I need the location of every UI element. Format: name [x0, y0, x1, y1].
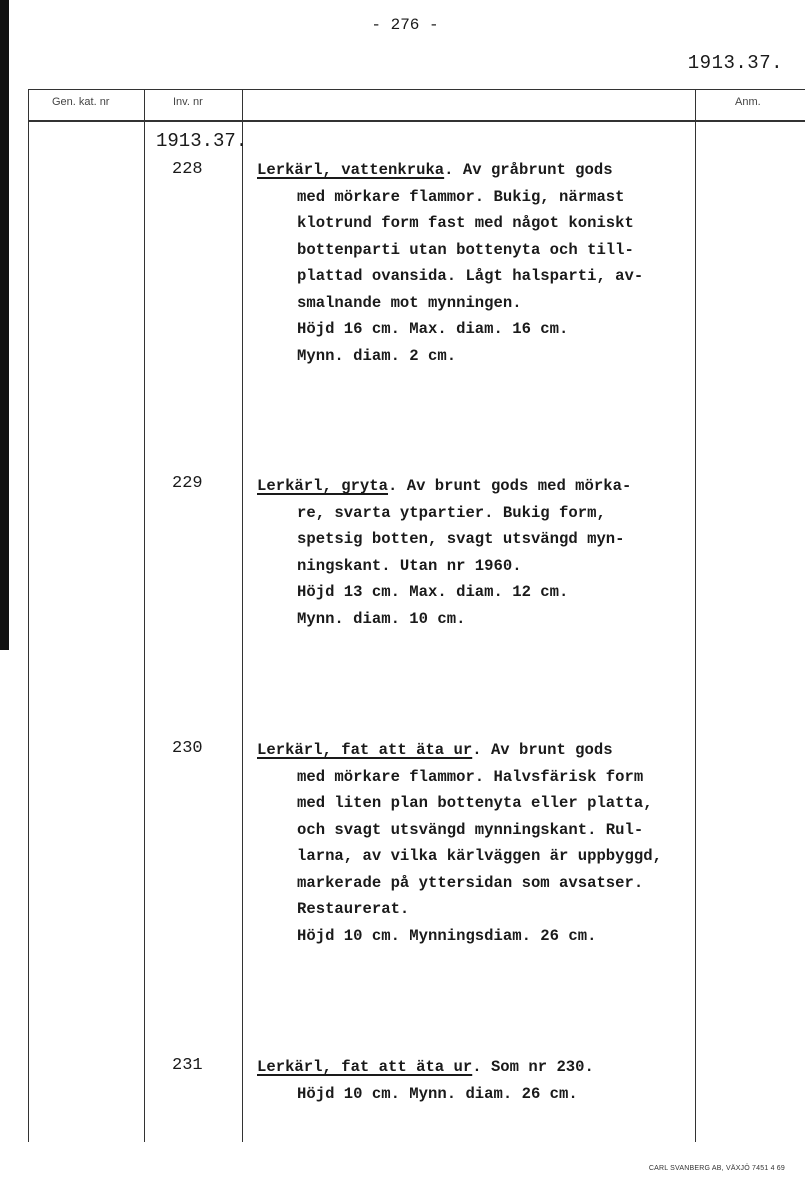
column-divider-gen-inv: [144, 89, 145, 1142]
entry-line: Höjd 10 cm. Mynningsdiam. 26 cm.: [297, 926, 597, 945]
catalog-entry: [257, 473, 707, 632]
column-divider-inv-desc: [242, 89, 243, 1142]
entry-first-rest: . Av gråbrunt gods: [444, 161, 613, 179]
entry-line: Restaurerat.: [297, 900, 410, 918]
entry-line: bottenparti utan bottenyta och till-: [297, 240, 634, 259]
entry-first-line: [257, 157, 707, 184]
inv-number: 228: [172, 160, 203, 179]
printer-imprint: CARL SVANBERG AB, VÄXJÖ 7451 4 69: [648, 1165, 785, 1172]
entry-line: och svagt utsvängd mynningskant. Rul-: [297, 820, 644, 839]
entry-line: re, svarta ytpartier. Bukig form,: [297, 503, 606, 522]
entry-line: med mörkare flammor. Halvsfärisk form: [297, 767, 644, 786]
entry-first-line: [257, 737, 707, 764]
entry-title: Lerkärl, vattenkruka: [257, 161, 445, 179]
inv-number: 231: [172, 1056, 203, 1075]
entry-first-line: [257, 1054, 707, 1081]
column-divider-left: [28, 89, 29, 1142]
binding-strip: [0, 0, 9, 650]
entry-line: smalnande mot mynningen.: [297, 293, 522, 312]
catalog-entry: [257, 157, 707, 369]
entry-first-rest: . Av brunt gods med mörka-: [388, 477, 632, 495]
entry-line: Höjd 10 cm. Mynn. diam. 26 cm.: [297, 1084, 578, 1103]
column-header-inv-nr: Inv. nr: [173, 96, 203, 108]
entry-first-line: [257, 473, 707, 500]
column-header-gen-kat-nr: Gen. kat. nr: [52, 96, 110, 108]
entry-line: ningskant. Utan nr 1960.: [297, 556, 522, 575]
year-label: 1913.37.: [156, 130, 248, 152]
entry-line: klotrund form fast med något koniskt: [297, 214, 634, 232]
entry-line: plattad ovansida. Lågt halsparti, av-: [297, 267, 644, 285]
inv-number: 229: [172, 474, 203, 493]
entry-line: larna, av vilka kärlväggen är uppbyggd,: [297, 847, 662, 865]
inv-number: 230: [172, 739, 203, 758]
catalog-id: 1913.37.: [687, 52, 783, 74]
entry-line: Höjd 16 cm. Max. diam. 16 cm.: [297, 320, 569, 338]
entry-title: Lerkärl, gryta: [257, 477, 389, 495]
entry-title: Lerkärl, fat att äta ur: [257, 741, 473, 759]
entry-line: Mynn. diam. 2 cm.: [297, 346, 457, 365]
entry-line: med liten plan bottenyta eller platta,: [297, 794, 653, 812]
catalog-entry: [257, 737, 707, 949]
entry-first-rest: . Som nr 230.: [472, 1058, 594, 1076]
entry-title: Lerkärl, fat att äta ur: [257, 1058, 473, 1076]
catalog-entry: [257, 1054, 707, 1107]
entry-line: markerade på yttersidan som avsatser.: [297, 873, 644, 892]
entry-first-rest: . Av brunt gods: [472, 741, 613, 759]
entry-line: med mörkare flammor. Bukig, närmast: [297, 187, 625, 206]
entry-line: Höjd 13 cm. Max. diam. 12 cm.: [297, 583, 569, 601]
entry-line: Mynn. diam. 10 cm.: [297, 609, 466, 628]
entry-line: spetsig botten, svagt utsvängd myn-: [297, 530, 625, 548]
page-number: - 276 -: [371, 16, 439, 34]
column-header-anm: Anm.: [735, 96, 761, 108]
